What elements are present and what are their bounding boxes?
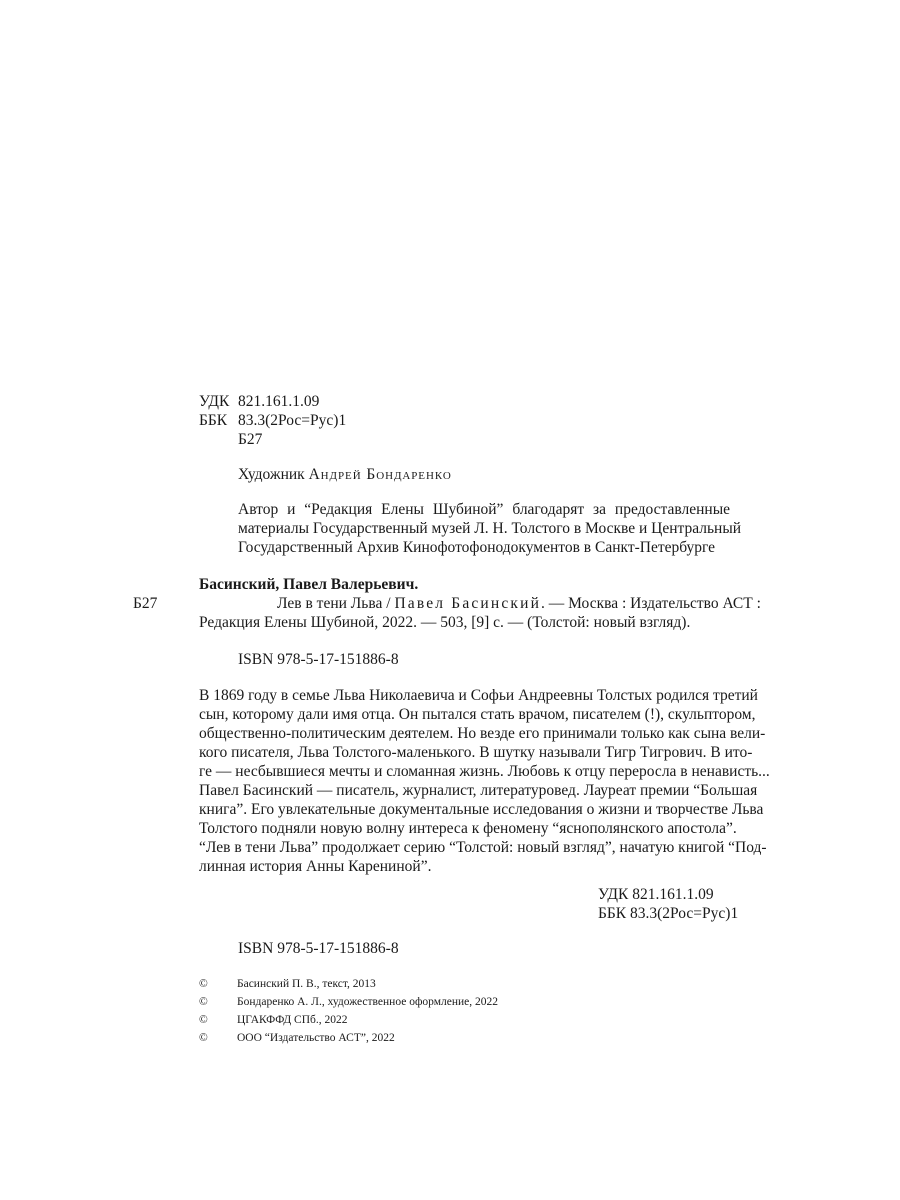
annotation-line: В 1869 году в семье Льва Николаевича и Софьи Андреевны Толстых родился третий <box>199 687 758 704</box>
annotation-line: кого писателя, Льва Толстого-маленького. В шутку называли Тигр Тигрович. В ито- <box>199 744 753 761</box>
entry-line-1 <box>199 594 761 613</box>
copyright-line <box>199 1011 498 1029</box>
author-mark-row <box>199 430 346 449</box>
annotation-line: ге — несбывшиеся мечты и сломанная жизнь. Любовь к отцу переросла в ненависть... <box>199 763 770 780</box>
entry-line-2: Редакция Елены Шубиной, 2022. — 503, [9] с. — (Толстой: новый взгляд). <box>199 614 691 631</box>
entry-author: Павел Басинский <box>394 595 542 612</box>
copyright-line <box>199 975 498 993</box>
ack-line-1: Автор и “Редакция Елены Шубиной” благодарят за предоставленные <box>238 501 730 518</box>
udk-row <box>199 392 346 411</box>
acknowledgement <box>238 500 742 557</box>
annotation-line: книга”. Его увлекательные документальные исследования о жизни и творчестве Льва <box>199 801 764 818</box>
annotation-line: сын, которому дали имя отца. Он пытался стать врачом, писателем (!), скульптором, <box>199 706 756 723</box>
copyright-text: ООО “Издательство АСТ”, 2022 <box>237 1032 395 1044</box>
ack-line-2: материалы Государственный музей Л. Н. Толстого в Москве и Центральный <box>238 520 742 537</box>
artist-credit <box>238 465 452 484</box>
footer-udk: УДК 821.161.1.09 <box>598 886 714 903</box>
artist-prefix: Художник <box>238 466 305 483</box>
copyright-block <box>199 975 498 1047</box>
annotation <box>199 686 770 876</box>
copyright-symbol: © <box>199 1014 208 1026</box>
bbk-label: ББК <box>199 412 228 429</box>
isbn-footer: ISBN 978-5-17-151886-8 <box>238 940 399 957</box>
annotation-line: Павел Басинский — писатель, журналист, литературовед. Лауреат премии “Большая <box>199 782 758 799</box>
author-heading: Басинский, Павел Валерьевич. <box>199 576 419 593</box>
copyright-text: Бондаренко А. Л., художественное оформление, 2022 <box>237 996 499 1008</box>
entry-title: Лев в тени Льва / <box>277 595 395 612</box>
footer-classification <box>598 885 738 923</box>
copyright-text: Басинский П. В., текст, 2013 <box>237 978 376 990</box>
annotation-line: “Лев в тени Льва” продолжает серию “Толстой: новый взгляд”, начатую книгой “Под- <box>199 839 767 856</box>
footer-bbk: ББК 83.3(2Рос=Рус)1 <box>598 905 739 922</box>
isbn-top: ISBN 978-5-17-151886-8 <box>238 651 399 668</box>
annotation-line: общественно-политическим деятелем. Но везде его принимали только как сына вели- <box>199 725 766 742</box>
author-mark: Б27 <box>238 431 263 448</box>
copyright-symbol: © <box>199 1032 208 1044</box>
copyright-symbol: © <box>199 996 208 1008</box>
ack-line-3: Государственный Архив Кинофотофонодокументов в Санкт-Петербурге <box>238 539 716 556</box>
udk-value: 821.161.1.09 <box>238 393 320 410</box>
copyright-line <box>199 993 498 1011</box>
copyright-symbol: © <box>199 978 208 990</box>
entry-publisher: . — Москва : Издательство АСТ : <box>541 595 761 612</box>
udk-label: УДК <box>199 393 230 410</box>
bbk-row <box>199 411 346 430</box>
annotation-line: Толстого подняли новую волну интереса к феномену “яснополянского апостола”. <box>199 820 737 837</box>
margin-author-mark: Б27 <box>133 595 158 612</box>
classification-block <box>199 392 346 449</box>
bbk-value: 83.3(2Рос=Рус)1 <box>238 412 347 429</box>
bibliographic-entry <box>199 594 761 632</box>
copyright-text: ЦГАКФФД СПб., 2022 <box>237 1014 348 1026</box>
annotation-line: линная история Анны Карениной”. <box>199 858 432 875</box>
artist-name: Андрей Бондаренко <box>308 466 452 483</box>
copyright-line <box>199 1029 498 1047</box>
